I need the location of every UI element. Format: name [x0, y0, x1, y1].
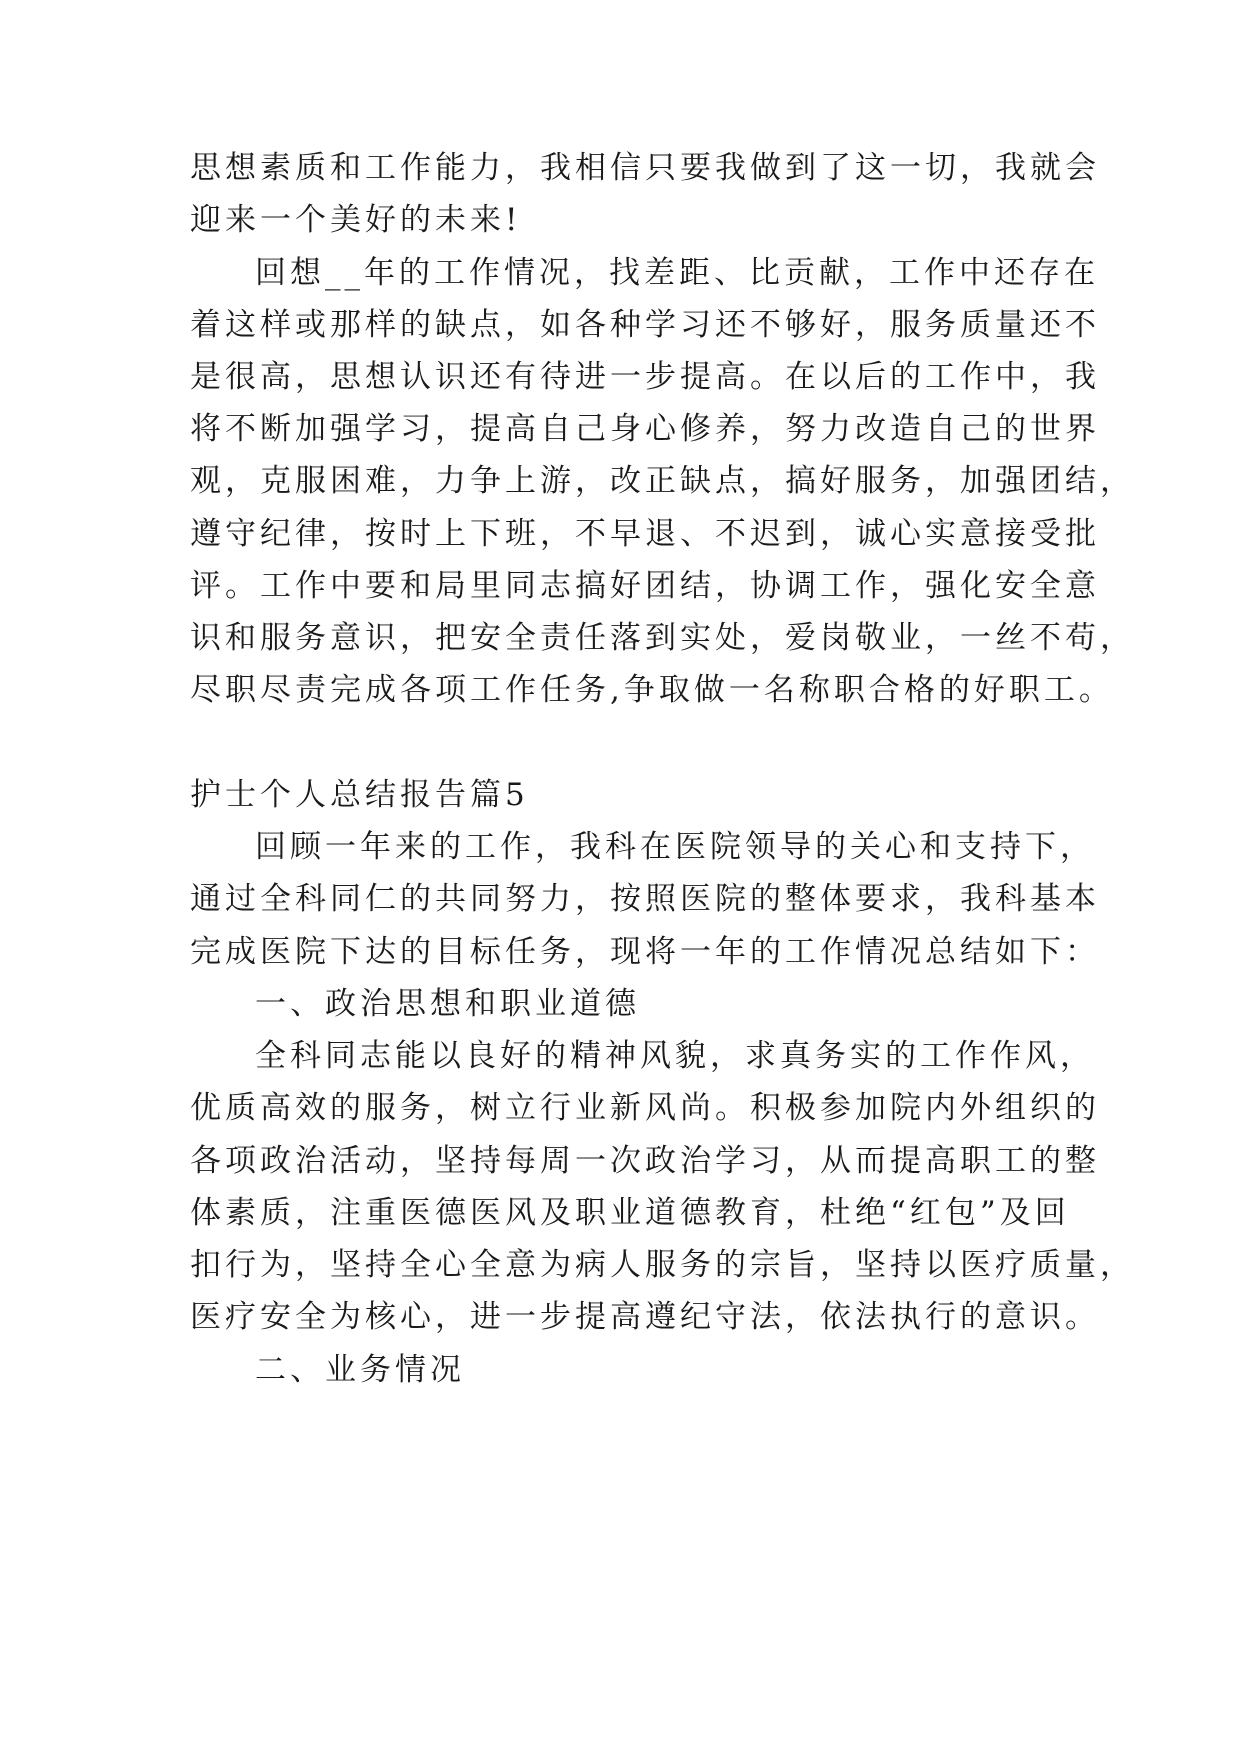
paragraph-line: 观，克服困难，力争上游，改正缺点，搞好服务，加强团结， [190, 463, 1135, 499]
paragraph-line: 识和服务意识，把安全责任落到实处，爱岗敬业，一丝不苟， [190, 620, 1135, 656]
paragraph-line: 将不断加强学习，提高自己身心修养，努力改造自己的世界 [190, 411, 1100, 447]
paragraph-line: 体素质，注重医德医风及职业道德教育，杜绝“红包”及回 [190, 1195, 1070, 1231]
paragraph-line: 思想素质和工作能力，我相信只要我做到了这一切，我就会 [190, 150, 1100, 186]
paragraph-line: 遵守纪律，按时上下班，不早退、不迟到，诚心实意接受批 [190, 516, 1100, 552]
paragraph-line: 尽职尽责完成各项工作任务,争取做一名称职合格的好职工。 [190, 672, 1114, 708]
subsection-heading: 一、政治思想和职业道德 [255, 986, 640, 1022]
paragraph-line: 回顾一年来的工作，我科在医院领导的关心和支持下， [255, 829, 1095, 865]
paragraph-line: 着这样或那样的缺点，如各种学习还不够好，服务质量还不 [190, 307, 1100, 343]
paragraph-line: 回想__年的工作情况，找差距、比贡献，工作中还存在 [255, 255, 1099, 291]
paragraph-line: 迎来一个美好的未来! [190, 202, 522, 238]
subsection-heading: 二、业务情况 [255, 1352, 465, 1388]
paragraph-line: 扣行为，坚持全心全意为病人服务的宗旨，坚持以医疗质量， [190, 1247, 1135, 1283]
paragraph-line: 通过全科同仁的共同努力，按照医院的整体要求，我科基本 [190, 881, 1100, 917]
paragraph-line: 评。工作中要和局里同志搞好团结，协调工作，强化安全意 [190, 568, 1100, 604]
paragraph-line: 优质高效的服务，树立行业新风尚。积极参加院内外组织的 [190, 1090, 1100, 1126]
paragraph-line: 完成医院下达的目标任务，现将一年的工作情况总结如下： [190, 934, 1100, 970]
paragraph-line: 各项政治活动，坚持每周一次政治学习，从而提高职工的整 [190, 1143, 1100, 1179]
paragraph-line: 全科同志能以良好的精神风貌，求真务实的工作作风， [255, 1038, 1095, 1074]
paragraph-line: 医疗安全为核心，进一步提高遵纪守法，依法执行的意识。 [190, 1299, 1100, 1335]
section-heading: 护士个人总结报告篇5 [190, 777, 529, 813]
paragraph-line: 是很高，思想认识还有待进一步提高。在以后的工作中，我 [190, 359, 1100, 395]
